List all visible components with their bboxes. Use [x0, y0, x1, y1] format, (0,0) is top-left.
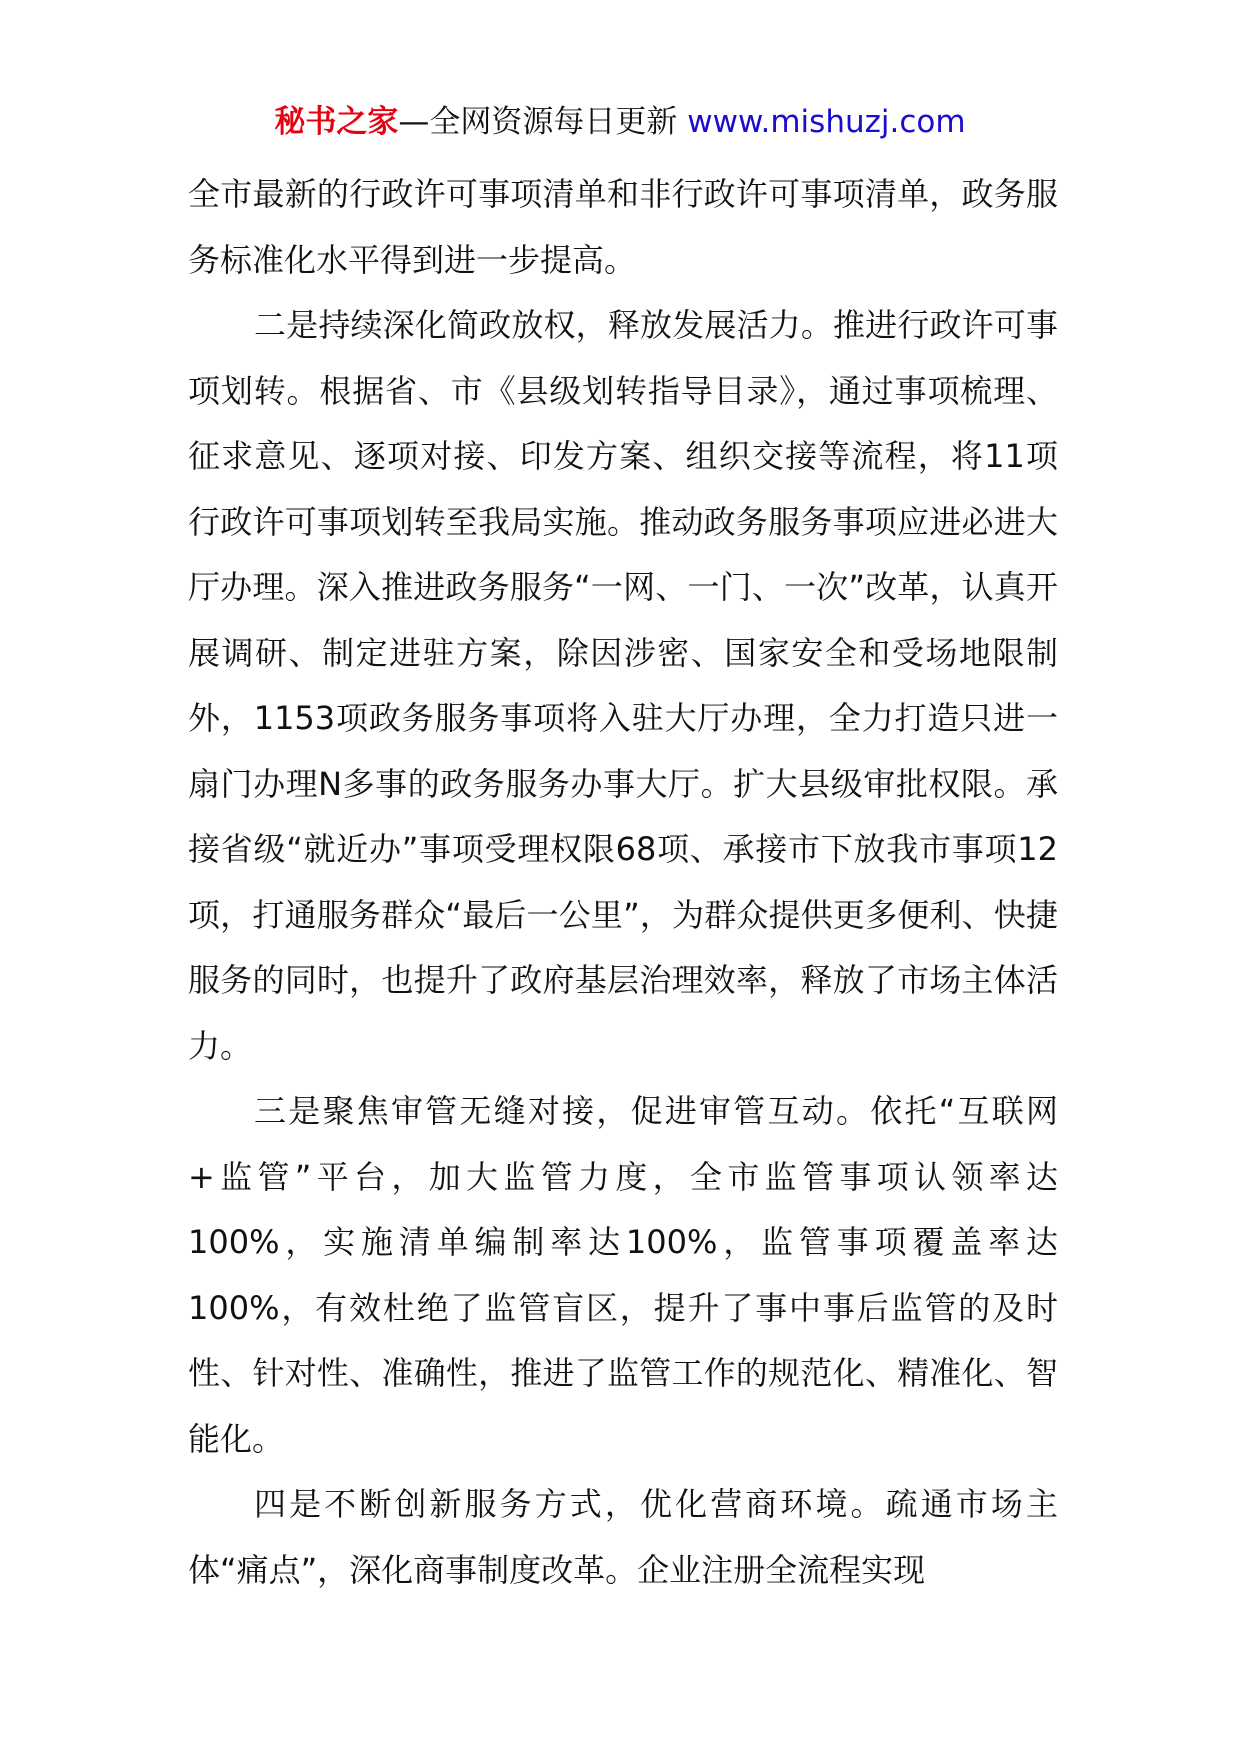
site-url-link[interactable]: www.mishuzj.com: [687, 104, 966, 140]
document-body: [188, 162, 1058, 1603]
page-header: [0, 100, 1240, 144]
paragraph-section-3: 三是聚焦审管无缝对接，促进审管互动。依托“互联网+监管”平台，加大监管力度，全市监管事项认领率达100%，实施清单编制率达100%，监管事项覆盖率达100%，有效杜绝了监管盲区，提升了事中事后监管的及时性、针对性、准确性，推进了监管工作的规范化、精准化、智能化。: [188, 1092, 1058, 1458]
paragraph-section-4: 四是不断创新服务方式，优化营商环境。疏通市场主体“痛点”，深化商事制度改革。企业注册全流程实现: [188, 1485, 1058, 1589]
paragraph-section-2: 二是持续深化简政放权，释放发展活力。推进行政许可事项划转。根据省、市《县级划转指导目录》，通过事项梳理、征求意见、逐项对接、印发方案、组织交接等流程，将11项行政许可事项划转至我局实施。推动政务服务事项应进必进大厅办理。深入推进政务服务“一网、一门、一次”改革，认真开展调研、制定进驻方案，除因涉密、国家安全和受场地限制外，1153项政务服务事项将入驻大厅办理，全力打造只进一扇门办理N多事的政务服务办事大厅。扩大县级审批权限。承接省级“就近办”事项受理权限68项、承接市下放我市事项12项，打通服务群众“最后一公里”，为群众提供更多便利、快捷服务的同时，也提升了政府基层治理效率，释放了市场主体活力。: [188, 306, 1058, 1065]
header-tagline: —全网资源每日更新: [398, 104, 688, 140]
paragraph-continuation: 全市最新的行政许可事项清单和非行政许可事项清单，政务服务标准化水平得到进一步提高。: [188, 175, 1058, 279]
brand-name: 秘书之家: [274, 104, 399, 140]
